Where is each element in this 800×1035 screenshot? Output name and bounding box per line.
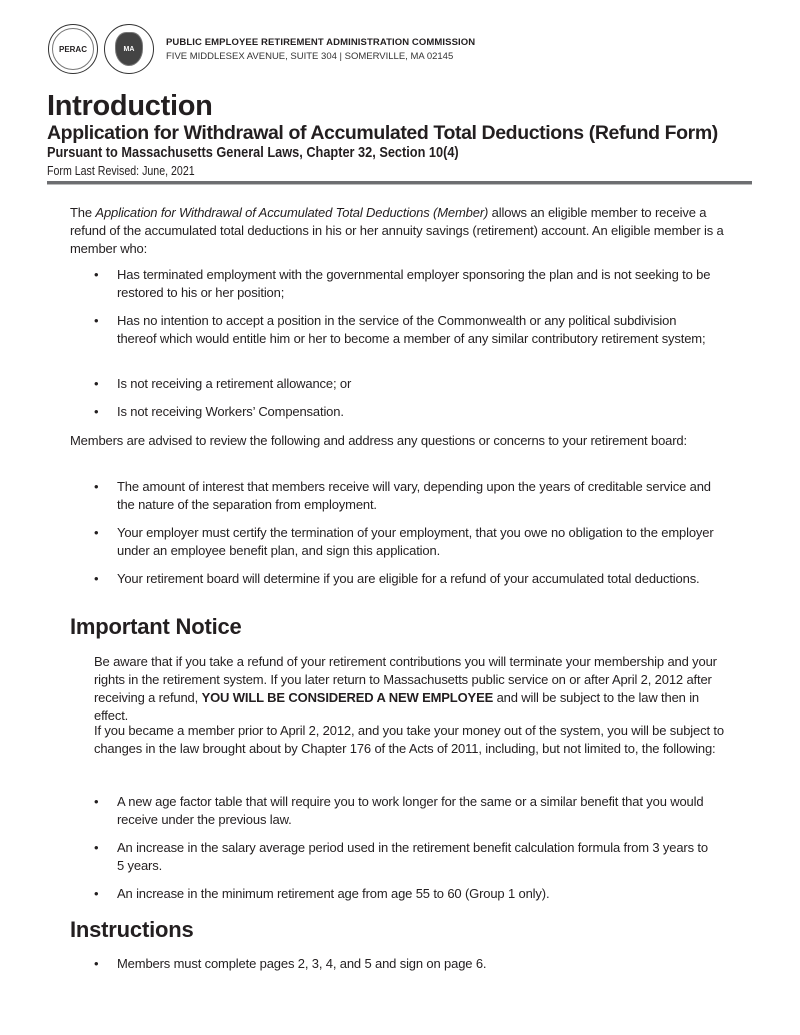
header-divider: [47, 181, 752, 185]
shield-icon: MA: [115, 32, 143, 66]
organization-name: PUBLIC EMPLOYEE RETIREMENT ADMINISTRATION COMMISSION: [166, 37, 476, 48]
notice-item: • A new age factor table that will require you to work longer for the same or a similar benefit that you would receive under the previous law.: [94, 794, 704, 827]
instruction-item: • Members must complete pages 2, 3, 4, and 5 and sign on page 6.: [94, 956, 487, 971]
notice-paragraph: Be aware that if you take a refund of your retirement contributions you will terminate your membership and your rights in the retirement system. If you later return to Massachusetts public service on or after April 2, 2012 after receiving a refund, YOU WILL BE CONSIDERED A NEW EMPLOYEE and will be subject to the law then in effect.: [94, 654, 717, 723]
advice-item: • Your employer must certify the termination of your employment, that you owe no obligation to the employer under an employee benefit plan, and sign this application.: [94, 525, 714, 558]
new-employee-warning: YOU WILL BE CONSIDERED A NEW EMPLOYEE: [201, 690, 494, 705]
eligibility-item: • Has terminated employment with the governmental employer sponsoring the plan and is not seeking to be restored to his or her position;: [94, 267, 711, 300]
important-notice-heading: Important Notice: [70, 614, 242, 639]
perac-logo-text: PERAC: [52, 28, 94, 70]
page-title: Introduction: [47, 90, 213, 122]
intro-text: The: [70, 205, 96, 220]
notice-item: • An increase in the minimum retirement age from age 55 to 60 (Group 1 only).: [94, 886, 550, 901]
legal-reference: Pursuant to Massachusetts General Laws, Chapter 32, Section 10(4): [47, 144, 459, 161]
eligibility-item: • Has no intention to accept a position in the service of the Commonwealth or any political subdivision thereof which would entitle him or her to become a member of any similar contributory retirement system;: [94, 313, 706, 346]
intro-paragraph: [70, 204, 734, 258]
advice-item: • The amount of interest that members receive will vary, depending upon the years of creditable service and the nature of the separation from employment.: [94, 479, 711, 512]
notice-paragraph-2: If you became a member prior to April 2, 2012, and you take your money out of the system, you will be subject to changes in the law brought about by Chapter 176 of the Acts of 2011, including, but not limited to, the following:: [94, 723, 724, 756]
form-name: Application for Withdrawal of Accumulated Total Deductions (Refund Form): [47, 122, 718, 144]
advice-paragraph: Members are advised to review the following and address any questions or concerns to your retirement board:: [70, 433, 687, 448]
intro-text-end: allows an eligible member to receive a refund of the accumulated total deductions in his or her annuity savings (retirement) account. An eligible member is a member who:: [70, 205, 724, 256]
intro-form-name: Application for Withdrawal of Accumulated Total Deductions (Member): [95, 205, 489, 220]
eligibility-item: • Is not receiving Workers’ Compensation.: [94, 404, 344, 419]
perac-seal-logo: [48, 24, 98, 74]
instructions-heading: Instructions: [70, 917, 194, 942]
organization-address: FIVE MIDDLESEX AVENUE, SUITE 304 | SOMERVILLE, MA 02145: [166, 51, 454, 62]
advice-item: • Your retirement board will determine if you are eligible for a refund of your accumulated total deductions.: [94, 571, 700, 586]
massachusetts-seal-logo: [104, 24, 154, 74]
notice-item: • An increase in the salary average period used in the retirement benefit calculation formula from 3 years to 5 years.: [94, 840, 708, 873]
revision-date: Form Last Revised: June, 2021: [47, 164, 195, 178]
eligibility-item: • Is not receiving a retirement allowance; or: [94, 376, 352, 391]
